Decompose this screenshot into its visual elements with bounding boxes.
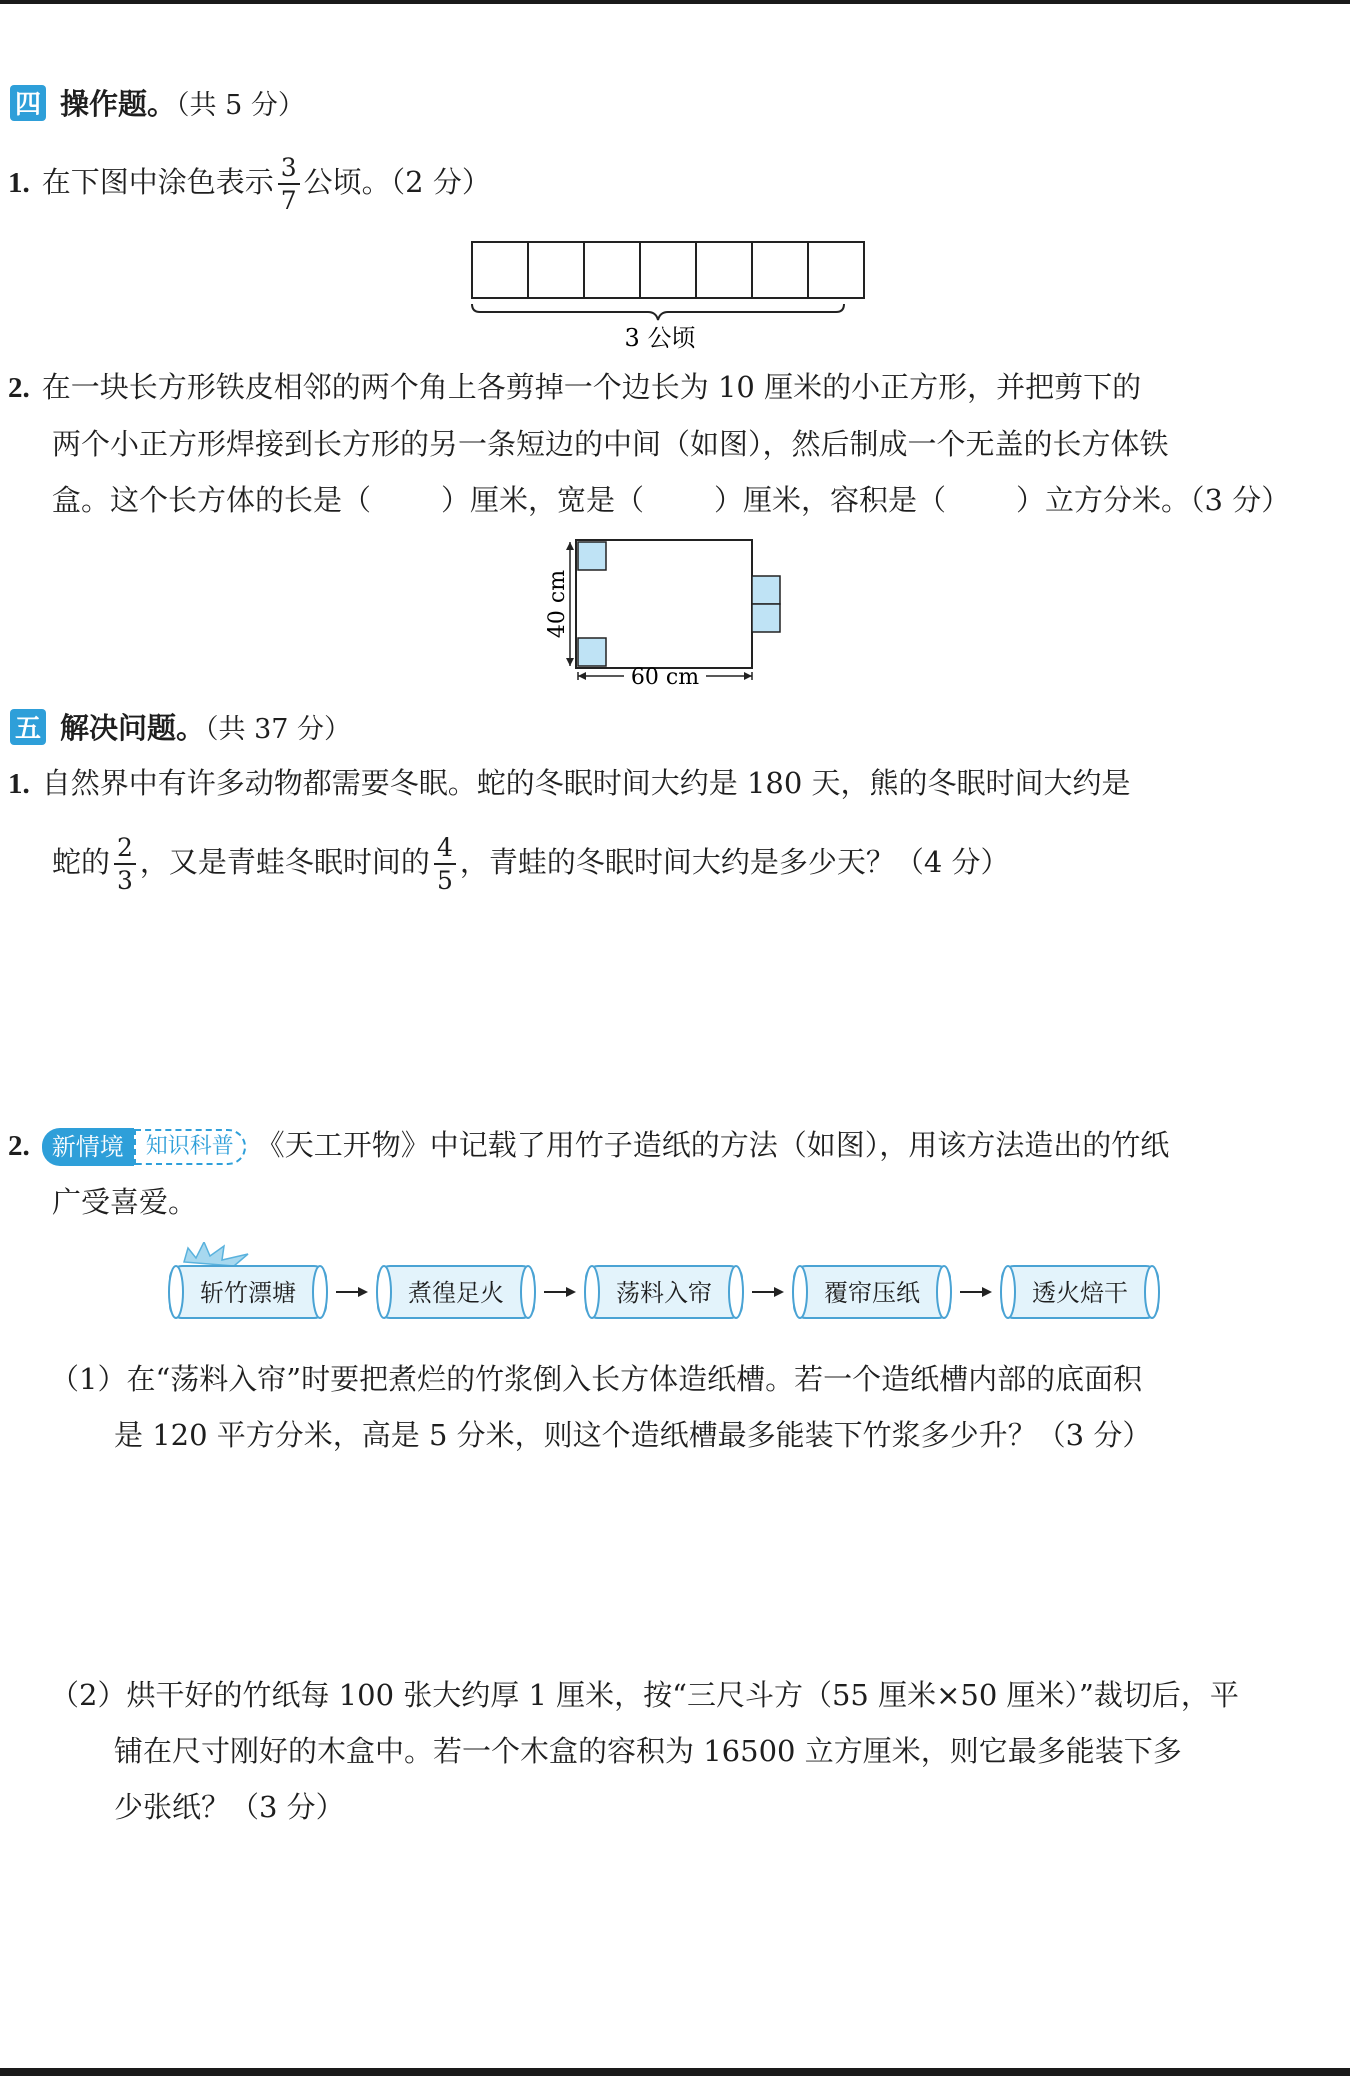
q1-text-before: 在下图中涂色表示 (41, 165, 274, 199)
question-number: 1. (8, 167, 30, 199)
brace (472, 304, 844, 320)
arrow-head-icon (774, 1287, 784, 1297)
s5q1-line-2b: ，又是青蛙冬眠时间的 (139, 845, 430, 879)
process-step-label: 透火焙干 (1032, 1279, 1128, 1307)
fraction-denominator: 3 (114, 863, 136, 893)
process-step-label: 荡料入帘 (616, 1279, 712, 1307)
fraction-numerator: 2 (117, 833, 133, 862)
s5q1-line-2a: 蛇的 (52, 845, 111, 879)
question-number: 2. (8, 1130, 30, 1162)
sub-number: （1） (50, 1362, 127, 1396)
grid-cell[interactable] (584, 242, 640, 298)
scroll-end-left (793, 1266, 807, 1318)
fraction-numerator: 4 (436, 833, 453, 862)
section-4-points: （共 5 分） (176, 90, 305, 121)
scroll-end-left (1001, 1266, 1015, 1318)
q2-line-3c: ）厘米，容积是（ (714, 483, 947, 517)
q1-text-after: 公顷。（2 分） (303, 165, 491, 199)
q2-line-1: 在一块长方形铁皮相邻的两个角上各剪掉一个边长为 10 厘米的小正方形，并把剪下的 (41, 370, 1142, 404)
sub1-line-2: 是 120 平方分米，高是 5 分米，则这个造纸槽最多能装下竹浆多少升？（3 分） (114, 1418, 1152, 1452)
grid-cell[interactable] (640, 242, 696, 298)
bottom-border (0, 2068, 1350, 2076)
section-5-badge: 五 (10, 709, 46, 745)
bamboo-leaves-icon (184, 1242, 248, 1266)
fraction-2-3 (114, 835, 136, 893)
sub2-line-3: 少张纸？（3 分） (114, 1790, 345, 1824)
q2-line-2: 两个小正方形焊接到长方形的另一条短边的中间（如图），然后制成一个无盖的长方体铁 (52, 427, 1169, 461)
scroll-end-right (521, 1266, 535, 1318)
fraction-4-5 (434, 835, 456, 893)
scroll-end-left (377, 1266, 391, 1318)
grid-cell[interactable] (808, 242, 864, 298)
grid-cell[interactable] (472, 242, 528, 298)
arrow-head-icon (566, 1287, 576, 1297)
section-4-title (60, 82, 305, 123)
grid-cell[interactable] (752, 242, 808, 298)
scroll-end-right (729, 1266, 743, 1318)
process-step-label: 覆帘压纸 (824, 1279, 920, 1307)
tag-knowledge: 知识科普 (134, 1129, 246, 1165)
welded-square-1 (752, 576, 780, 604)
section-4-header (10, 82, 305, 123)
arrow-head-icon (358, 1287, 368, 1297)
corner-square-bottom (578, 638, 606, 666)
q2-line-3b: ）厘米，宽是（ (441, 483, 645, 517)
question-number: 1. (8, 768, 30, 800)
fraction-denominator: 7 (278, 183, 300, 213)
papermaking-process-figure (160, 1242, 1190, 1336)
scroll-end-right (937, 1266, 951, 1318)
s5q2-line-1: 《天工开物》中记载了用竹子造纸的方法（如图），用该方法造出的竹纸 (255, 1128, 1170, 1162)
brace-label: 3 公顷 (624, 324, 696, 352)
sub-number: （2） (50, 1678, 127, 1712)
sub2-line-2: 铺在尺寸刚好的木盒中。若一个木盒的容积为 16500 立方厘米，则它最多能装下多 (114, 1734, 1182, 1768)
s4-question-1 (8, 154, 1298, 213)
tag-new-context: 新情境 (42, 1128, 134, 1166)
sub1-line-1: 在“荡料入帘”时要把煮烂的竹浆倒入长方体造纸槽。若一个造纸槽内部的底面积 (126, 1362, 1143, 1396)
s5-question-1 (8, 755, 1298, 893)
section-4-badge: 四 (10, 85, 46, 121)
welded-square-2 (752, 604, 780, 632)
scroll-end-left (585, 1266, 599, 1318)
grid-cell[interactable] (696, 242, 752, 298)
grid-cells (472, 242, 864, 298)
grid-cell[interactable] (528, 242, 584, 298)
fraction-numerator: 3 (280, 153, 297, 182)
s5q2-sub-1 (50, 1351, 1300, 1463)
question-number: 2. (8, 372, 30, 404)
process-steps (169, 1266, 1159, 1318)
s4-question-2 (8, 359, 1298, 528)
s5q1-line-2c: ，青蛙的冬眠时间大约是多少天？（4 分） (459, 845, 1010, 879)
section-5-title (60, 706, 351, 747)
process-step-label: 煮徨足火 (408, 1279, 504, 1307)
arrow-head-icon (982, 1287, 992, 1297)
context-tag (42, 1128, 246, 1166)
s5q1-line-1: 自然界中有许多动物都需要冬眠。蛇的冬眠时间大约是 180 天，熊的冬眠时间大约是 (41, 766, 1131, 800)
width-label: 60 cm (630, 665, 700, 690)
scroll-end-right (313, 1266, 327, 1318)
tin-sheet-figure (540, 530, 810, 690)
sub2-line-1: 烘干好的竹纸每 100 张大约厚 1 厘米，按“三尺斗方（55 厘米×50 厘米）”裁切后，平 (126, 1678, 1239, 1712)
q2-line-3a: 盒。这个长方体的长是（ (52, 483, 372, 517)
section-5-points: （共 37 分） (205, 714, 352, 745)
s5q2-line-2: 广受喜爱。 (52, 1185, 198, 1219)
section-4-title-text: 操作题。 (60, 87, 177, 121)
scroll-end-right (1145, 1266, 1159, 1318)
top-border (0, 0, 1350, 4)
hectare-grid-figure (460, 236, 880, 356)
corner-square-top (578, 542, 606, 570)
fraction-denominator: 5 (434, 863, 456, 893)
scroll-end-left (169, 1266, 183, 1318)
s5-question-2 (8, 1117, 1298, 1230)
s5q1-line-2 (8, 834, 1298, 893)
process-step-label: 斩竹漂塘 (200, 1279, 296, 1307)
section-5-title-text: 解决问题。 (60, 711, 206, 745)
section-5-header (10, 706, 351, 747)
q2-line-3 (8, 472, 1298, 528)
s5q2-sub-2 (50, 1667, 1300, 1835)
q2-line-3d: ）立方分米。（3 分） (1016, 483, 1291, 517)
height-label: 40 cm (545, 569, 570, 639)
fraction-3-7 (278, 155, 300, 213)
